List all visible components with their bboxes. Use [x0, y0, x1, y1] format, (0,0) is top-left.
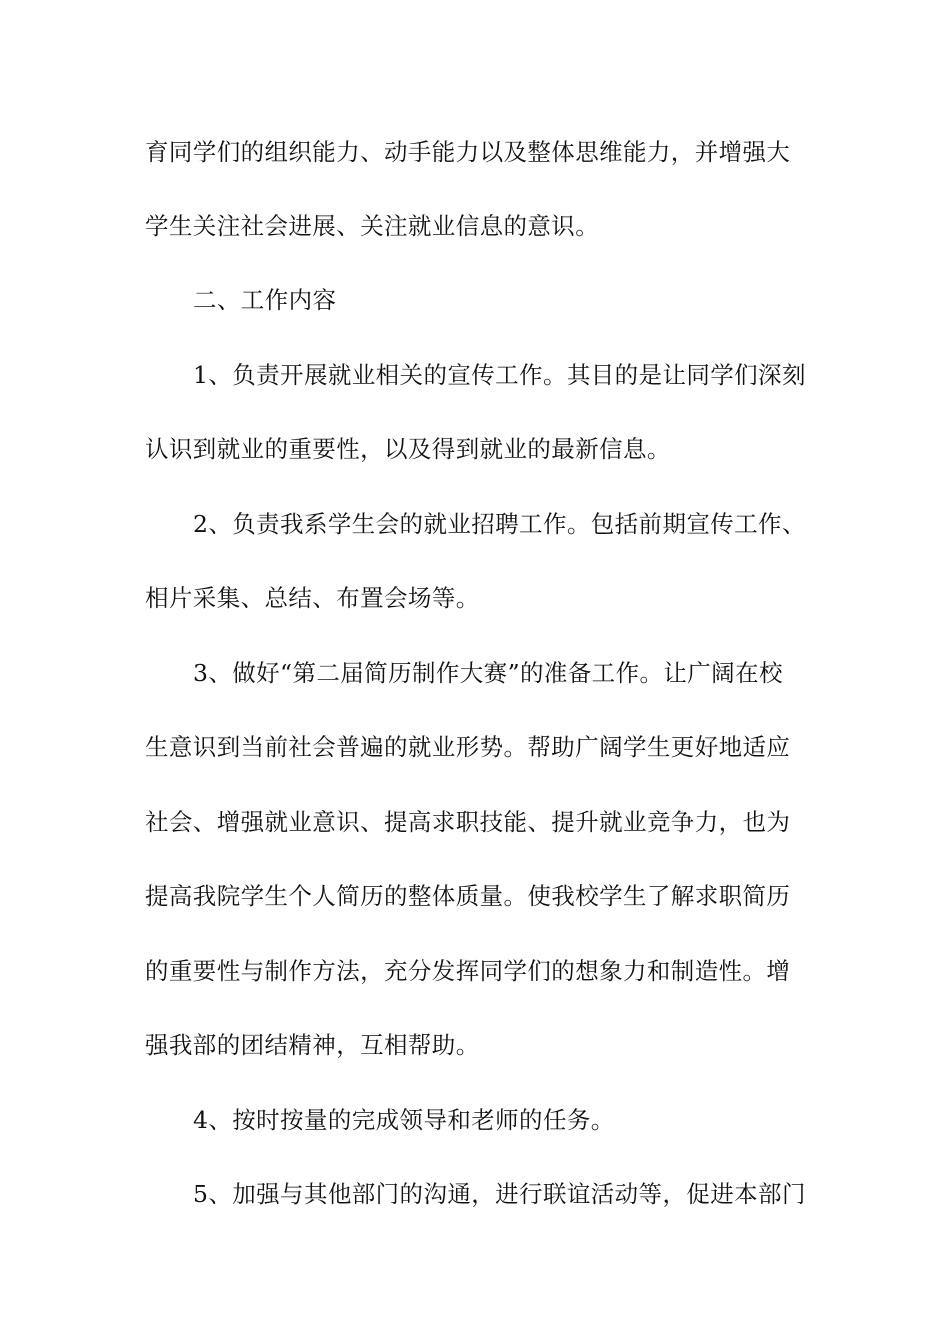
text-line: 认识到就业的重要性，以及得到就业的最新信息。 [145, 435, 671, 463]
text-line: 的重要性与制作方法，充分发挥同学们的想象力和制造性。增 [145, 957, 791, 985]
text-line: 生意识到当前社会普遍的就业形势。帮助广阔学生更好地适应 [145, 733, 791, 761]
text-line: 相片采集、总结、布置会场等。 [145, 584, 480, 612]
text-line: 社会、增强就业意识、提高求职技能、提升就业竞争力，也为 [145, 808, 791, 836]
text-line: 2、负责我系学生会的就业招聘工作。包括前期宣传工作、 [193, 510, 806, 538]
text-line: 1、负责开展就业相关的宣传工作。其目的是让同学们深刻 [193, 361, 806, 389]
text-line: 强我部的团结精神，互相帮助。 [145, 1031, 480, 1059]
text-line: 5、加强与其他部门的沟通，进行联谊活动等，促进本部门 [193, 1180, 806, 1208]
text-line: 提高我院学生个人简历的整体质量。使我校学生了解求职简历 [145, 882, 791, 910]
text-line: 3、做好“第二届简历制作大赛”的准备工作。让广阔在校 [193, 659, 783, 687]
text-line: 4、按时按量的完成领导和老师的任务。 [193, 1106, 615, 1134]
text-line: 学生关注社会进展、关注就业信息的意识。 [145, 212, 600, 240]
section-heading: 二、工作内容 [193, 286, 337, 314]
text-line: 育同学们的组织能力、动手能力以及整体思维能力，并增强大 [145, 138, 791, 166]
